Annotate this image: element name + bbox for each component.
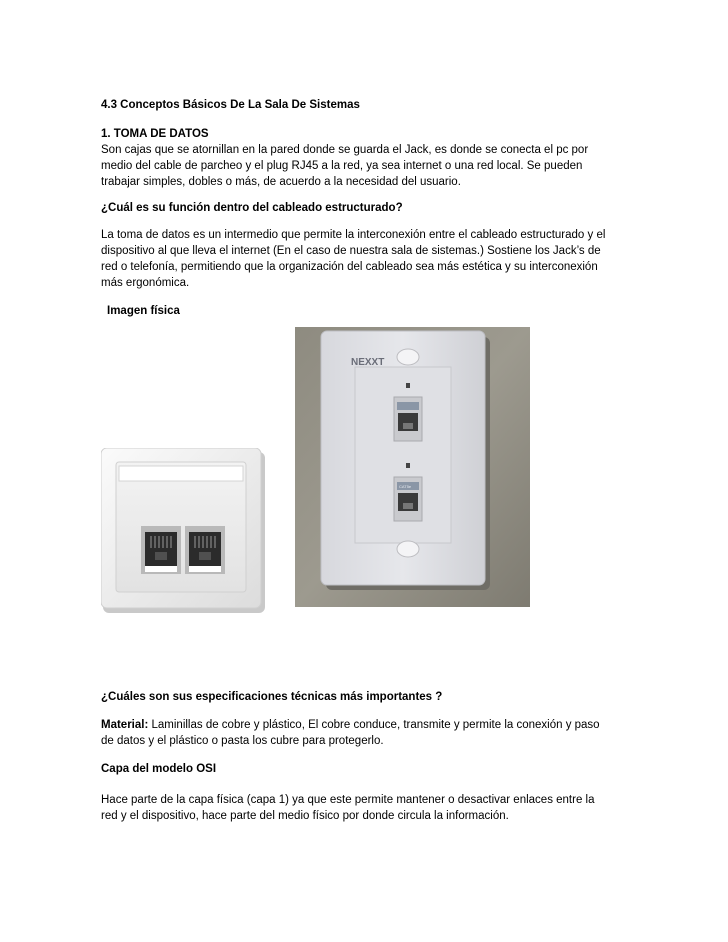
intro-line: trabajar simples, dobles o más, de acuerdo a la necesidad del usuario.: [101, 176, 461, 188]
double-jack-faceplate-image: [101, 448, 267, 615]
imagen-fisica-label: Imagen física: [107, 305, 180, 317]
material-text: Laminillas de cobre y plástico, El cobre conduce, transmite y permite la conexión y paso: [148, 719, 600, 731]
section-title: 4.3 Conceptos Básicos De La Sala De Sistemas: [101, 99, 360, 111]
osi-line: red y el dispositivo, hace parte del medio físico por donde circula la información.: [101, 810, 509, 822]
intro-line: Son cajas que se atornillan en la pared donde se guarda el Jack, es donde se conecta el pc por: [101, 144, 589, 156]
material-line: de datos y el plástico o pasta los cubre para protegerlo.: [101, 735, 384, 747]
material-label: Material:: [101, 719, 149, 731]
intro-line: medio del cable de parcheo y el plug RJ45 a la red, ya sea internet o una red local. Se pueden: [101, 160, 583, 172]
answer-line: La toma de datos es un intermedio que permite la interconexión entre el cableado estructurado y el: [101, 229, 606, 241]
answer-line: más ergonómica.: [101, 277, 190, 289]
osi-line: Hace parte de la capa física (capa 1) ya que este permite mantener o desactivar enlaces entre la: [101, 794, 595, 806]
nexxt-logo-text: NEXXT: [351, 357, 385, 368]
heading-toma-de-datos: 1. TOMA DE DATOS: [101, 128, 209, 140]
nexxt-wall-faceplate-image: [295, 327, 530, 607]
osi-heading: Capa del modelo OSI: [101, 763, 217, 775]
jack-label-text: CAT5e: [399, 484, 412, 489]
answer-line: dispositivo al que lleva el internet (En el caso de nuestra sala de sistemas.) Sostiene los Jack’s de: [101, 245, 601, 257]
answer-line: red o telefonía, permitiendo que la organización del cableado sea más estética y su interconexión: [101, 261, 598, 273]
question-especificaciones: ¿Cuáles son sus especificaciones técnicas más importantes ?: [101, 691, 443, 703]
material-line: [101, 717, 641, 733]
question-funcion: ¿Cuál es su función dentro del cableado estructurado?: [101, 202, 403, 214]
